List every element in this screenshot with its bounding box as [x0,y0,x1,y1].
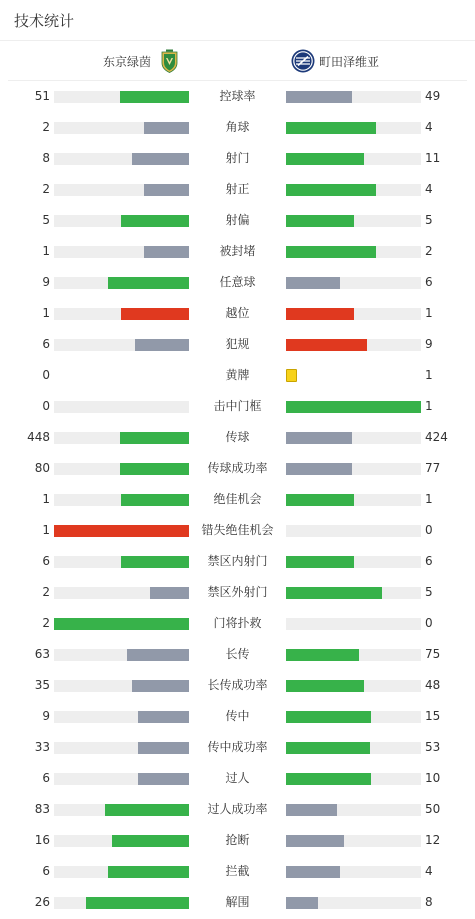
home-bar-fill [121,556,189,568]
away-bar-fill [286,556,354,568]
away-bar-fill [286,215,354,227]
stat-row [0,422,475,453]
away-bar-fill [286,277,340,289]
home-team[interactable] [103,49,181,73]
away-bar-fill [286,246,376,258]
stat-label: 过人 [225,771,250,785]
home-value: 5 [42,213,50,227]
home-value: 1 [42,244,50,258]
stat-row [0,298,475,329]
home-bar-track [54,339,189,351]
home-bar-fill [132,153,189,165]
away-value: 6 [425,275,433,289]
stat-label: 长传成功率 [207,678,268,692]
home-bar-track [54,246,189,258]
home-bar-track [54,680,189,692]
away-value: 4 [425,120,433,134]
stat-label: 击中门框 [213,399,262,413]
away-bar-track [286,773,421,785]
home-bar-track [54,525,189,537]
home-value: 1 [42,306,50,320]
away-bar-fill [286,432,352,444]
home-value: 33 [34,740,50,754]
home-bar-fill [138,773,189,785]
home-bar-track [54,463,189,475]
away-bar-track [286,618,421,630]
stat-label: 传中成功率 [207,740,268,754]
stat-row [0,267,475,298]
away-bar-fill [286,463,352,475]
away-value: 0 [425,523,433,537]
away-value: 49 [425,89,441,103]
away-bar-track [286,494,421,506]
stat-row [0,329,475,360]
yellow-card-icon [286,369,297,382]
away-bar-track [286,339,421,351]
home-bar-track [54,897,189,909]
away-value: 11 [425,151,441,165]
home-bar-fill [144,246,189,258]
away-bar-fill [286,153,364,165]
away-bar-track [286,804,421,816]
home-bar-track [54,587,189,599]
stat-label: 长传 [225,647,250,661]
stat-label: 射偏 [225,213,250,227]
home-bar-fill [120,432,189,444]
away-bar-fill [286,494,354,506]
stat-label: 解围 [225,895,250,909]
away-bar-track [286,463,421,475]
away-bar-track [286,246,421,258]
home-bar-fill [105,804,189,816]
away-bar-track [286,308,421,320]
away-value: 5 [425,585,433,599]
away-bar-track [286,277,421,289]
home-value: 35 [34,678,50,692]
home-bar-fill [86,897,189,909]
stat-row [0,484,475,515]
home-value: 0 [42,368,50,382]
away-value: 12 [425,833,441,847]
home-value: 448 [27,430,50,444]
stat-label: 犯规 [225,337,250,351]
away-value: 0 [425,616,433,630]
home-value: 9 [42,709,50,723]
away-bar-fill [286,122,376,134]
stat-label: 任意球 [219,275,256,289]
away-bar-track [286,649,421,661]
away-bar-fill [286,339,367,351]
away-team-name: 町田泽维亚 [319,54,380,69]
away-bar-fill [286,835,344,847]
home-bar-fill [144,122,189,134]
home-bar-track [54,835,189,847]
away-bar-track [286,835,421,847]
away-bar-fill [286,680,364,692]
stat-label: 错失绝佳机会 [201,523,274,537]
stat-row [0,763,475,794]
home-value: 83 [34,802,50,816]
stat-row [0,670,475,701]
away-value: 15 [425,709,441,723]
away-bar-fill [286,711,371,723]
away-bar-fill [286,401,421,413]
away-bar-track [286,122,421,134]
away-bar-track [286,742,421,754]
away-bar-track [286,153,421,165]
stat-row [0,81,475,112]
away-value: 424 [425,430,448,444]
away-bar-track [286,432,421,444]
stat-label: 传球成功率 [207,461,268,475]
stat-row [0,577,475,608]
away-value: 4 [425,182,433,196]
section-title: 技术统计 [14,11,75,30]
home-bar-track [54,649,189,661]
away-value: 4 [425,864,433,878]
stat-label: 传中 [225,709,250,723]
stat-row [0,112,475,143]
away-bar-fill [286,649,359,661]
away-bar-fill [286,308,354,320]
home-bar-fill [121,494,189,506]
stat-label: 拦截 [225,864,250,878]
home-bar-fill [54,525,189,537]
away-bar-track [286,91,421,103]
home-value: 1 [42,492,50,506]
home-value: 2 [42,616,50,630]
away-bar-fill [286,91,352,103]
home-bar-fill [120,91,189,103]
stat-row [0,360,475,391]
stat-row [0,453,475,484]
home-value: 2 [42,182,50,196]
stat-row [0,515,475,546]
away-bar-track [286,556,421,568]
home-bar-fill [132,680,189,692]
home-cards [54,369,189,383]
stat-label: 过人成功率 [207,802,268,816]
home-value: 26 [34,895,50,909]
away-bar-track [286,184,421,196]
away-bar-track [286,401,421,413]
away-value: 2 [425,244,433,258]
stat-label: 传球 [225,430,250,444]
home-team-name: 东京绿茵 [102,54,151,69]
stat-row [0,701,475,732]
away-bar-track [286,711,421,723]
stat-label: 抢断 [225,833,250,847]
home-bar-track [54,91,189,103]
away-bar-fill [286,773,371,785]
home-value: 0 [42,399,50,413]
away-bar-fill [286,184,376,196]
home-bar-track [54,618,189,630]
home-value: 2 [42,585,50,599]
home-bar-fill [112,835,189,847]
home-bar-fill [150,587,189,599]
home-bar-fill [127,649,189,661]
machida-zelvia-crest-icon [291,49,315,73]
away-bar-fill [286,804,337,816]
home-bar-track [54,277,189,289]
stat-row [0,825,475,856]
stat-label: 黄牌 [225,368,250,382]
away-value: 50 [425,802,441,816]
home-bar-track [54,432,189,444]
away-value: 6 [425,554,433,568]
away-bar-track [286,215,421,227]
stat-row [0,732,475,763]
stat-row [0,391,475,422]
home-bar-fill [138,711,189,723]
home-bar-fill [54,618,189,630]
home-bar-track [54,556,189,568]
home-value: 1 [42,523,50,537]
away-bar-track [286,897,421,909]
home-bar-fill [138,742,189,754]
away-value: 9 [425,337,433,351]
section-header [0,0,475,41]
home-bar-track [54,153,189,165]
stat-label: 被封堵 [219,244,256,258]
home-bar-track [54,494,189,506]
stat-row [0,174,475,205]
home-bar-track [54,184,189,196]
away-bar-fill [286,866,340,878]
away-value: 5 [425,213,433,227]
home-bar-fill [108,277,189,289]
home-bar-fill [135,339,189,351]
away-value: 75 [425,647,441,661]
away-value: 1 [425,306,433,320]
home-bar-track [54,711,189,723]
stat-label: 角球 [225,120,250,134]
stat-row [0,794,475,825]
home-value: 51 [34,89,50,103]
home-bar-fill [121,308,189,320]
stat-label: 越位 [225,306,250,320]
home-value: 6 [42,864,50,878]
away-value: 1 [425,368,433,382]
away-value: 48 [425,678,441,692]
stat-label: 禁区内射门 [207,554,268,568]
stat-row [0,856,475,887]
home-value: 9 [42,275,50,289]
home-bar-track [54,401,189,413]
home-bar-track [54,215,189,227]
away-bar-track [286,680,421,692]
away-value: 1 [425,492,433,506]
home-value: 2 [42,120,50,134]
away-bar-track [286,866,421,878]
home-value: 6 [42,337,50,351]
away-value: 1 [425,399,433,413]
away-bar-track [286,525,421,537]
stat-label: 控球率 [219,89,256,103]
away-bar-fill [286,742,370,754]
stat-label: 门将扑救 [213,616,262,630]
away-value: 10 [425,771,441,785]
stat-row [0,887,475,918]
home-bar-fill [121,215,189,227]
home-bar-track [54,742,189,754]
stats-list [0,81,475,918]
home-bar-fill [108,866,189,878]
stat-row [0,546,475,577]
away-cards [286,369,421,383]
stat-row [0,143,475,174]
stat-row [0,608,475,639]
home-value: 6 [42,554,50,568]
home-bar-track [54,773,189,785]
stat-label: 射门 [225,151,250,165]
stat-label: 绝佳机会 [213,492,262,506]
away-bar-fill [286,897,318,909]
home-value: 63 [34,647,50,661]
away-team[interactable] [291,49,379,73]
home-value: 8 [42,151,50,165]
stat-row [0,205,475,236]
teams-header [8,41,467,81]
home-bar-fill [120,463,189,475]
stat-row [0,236,475,267]
home-value: 80 [34,461,50,475]
stat-row [0,639,475,670]
home-bar-track [54,308,189,320]
tokyo-verdy-crest-icon [157,49,181,73]
stat-label: 禁区外射门 [207,585,268,599]
home-bar-track [54,804,189,816]
home-bar-fill [144,184,189,196]
home-bar-track [54,866,189,878]
home-bar-track [54,122,189,134]
away-bar-fill [286,587,382,599]
away-value: 53 [425,740,441,754]
away-value: 8 [425,895,433,909]
stat-label: 射正 [225,182,250,196]
away-value: 77 [425,461,441,475]
home-value: 6 [42,771,50,785]
home-value: 16 [34,833,50,847]
away-bar-track [286,587,421,599]
